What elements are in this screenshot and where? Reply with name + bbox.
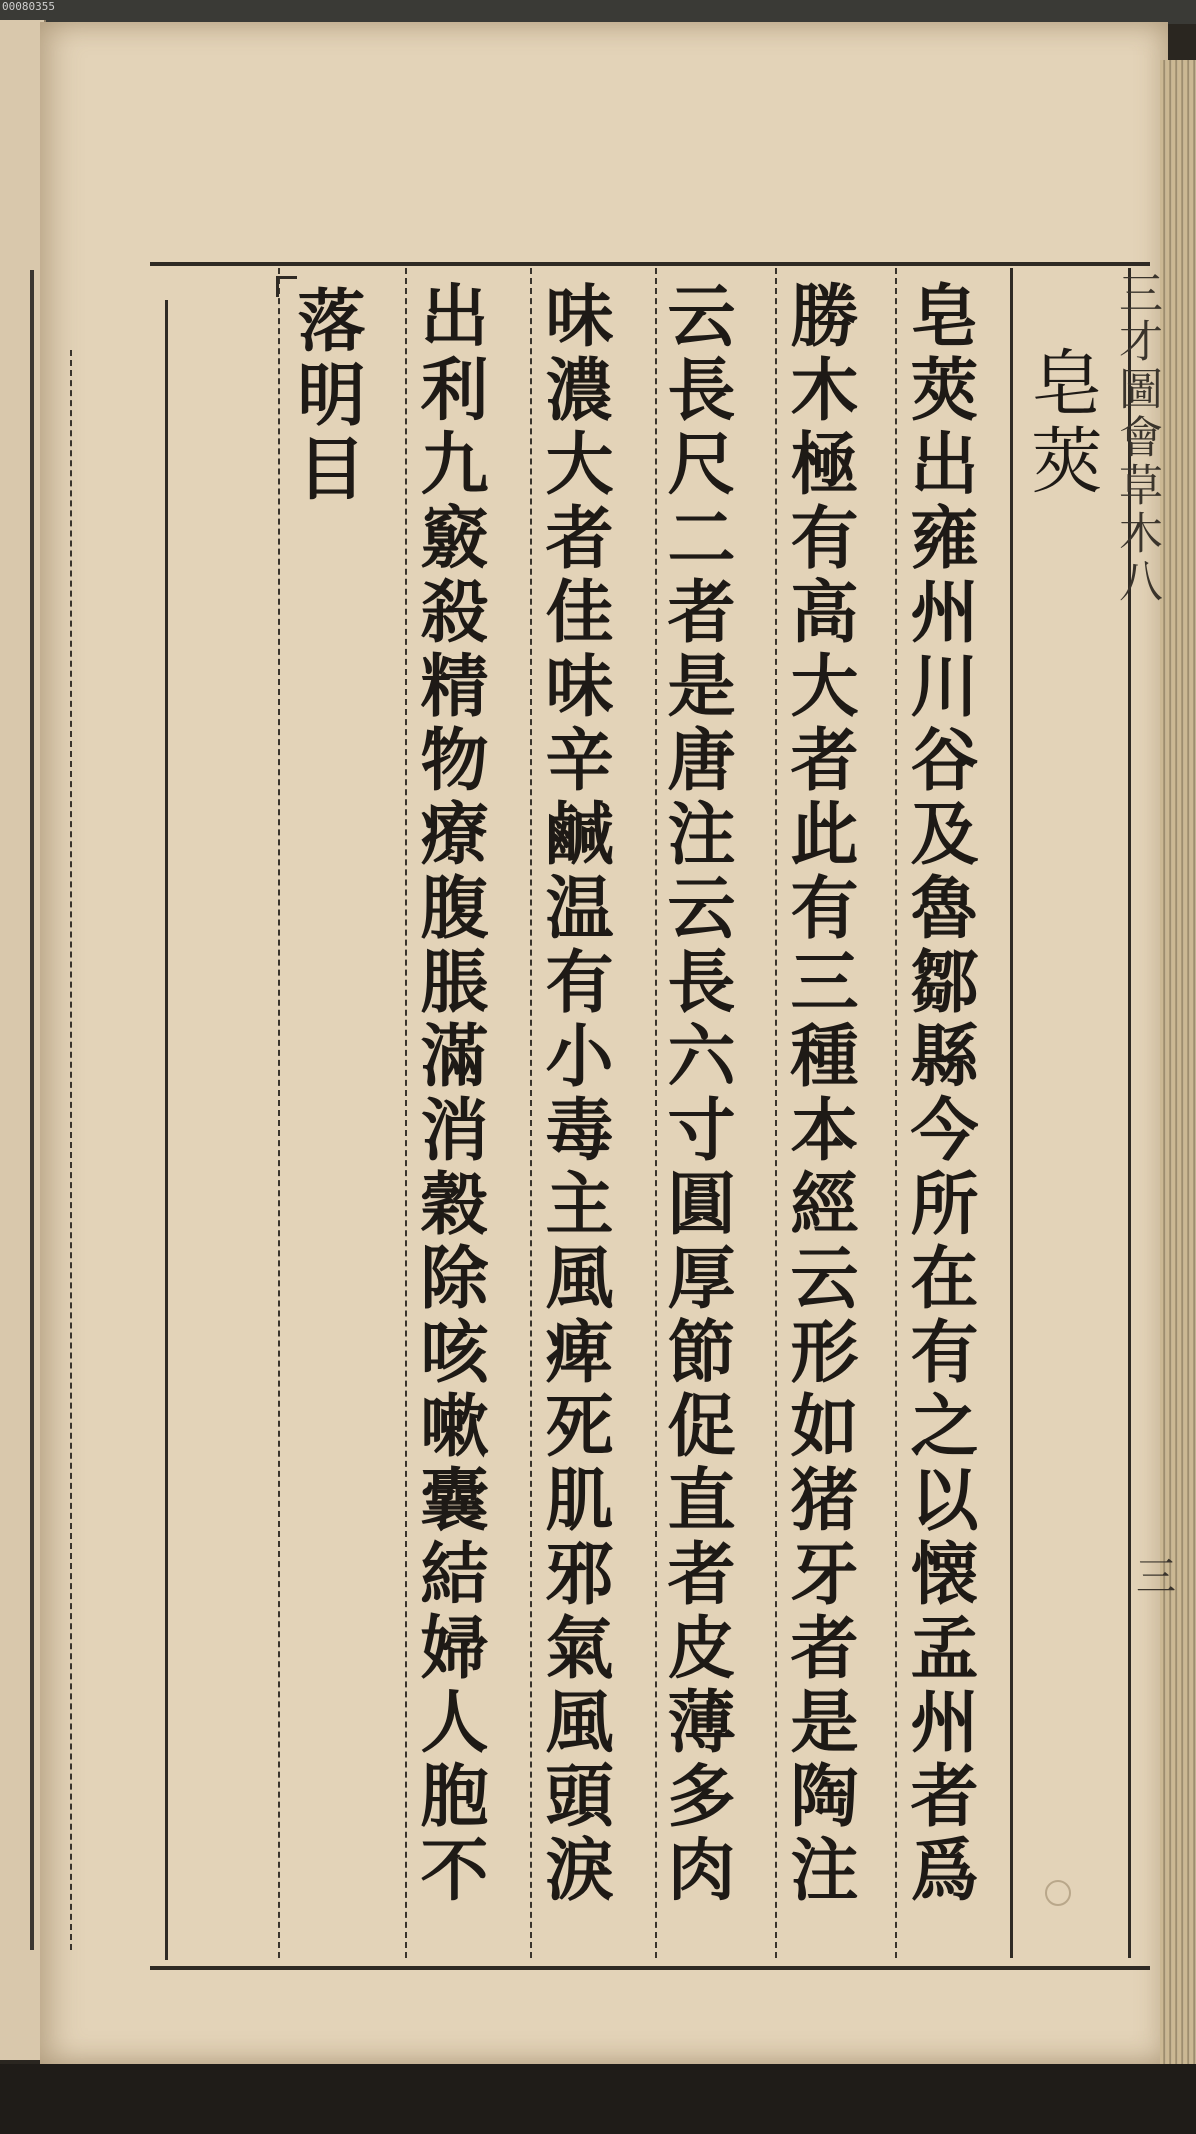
- column-rule: [405, 268, 407, 1958]
- paper-spot: [1045, 1880, 1071, 1906]
- banxin-page-number: 三: [1136, 1554, 1176, 1600]
- column-rule: [165, 300, 168, 1960]
- column-rule: [1010, 268, 1013, 1958]
- banxin-title: [1138, 270, 1168, 606]
- text-column-2: 勝木極有高大者此有三種本經云形如猪牙者是陶注: [779, 280, 859, 1908]
- column-rule: [530, 268, 532, 1958]
- text-column-4: 味濃大者佳味辛鹹温有小毒主風痺死肌邪氣風頭淚: [534, 280, 614, 1908]
- entry-heading: 皂莢: [1019, 345, 1103, 501]
- text-column-5: 出利九竅殺精物療腹脹滿消穀除咳嗽囊結婦人胞不: [409, 280, 489, 1908]
- facing-page-rule: [30, 270, 34, 1950]
- text-frame: [150, 262, 1150, 1970]
- column-rule: [70, 350, 72, 1950]
- column-rule: [278, 268, 280, 1958]
- text-column-3: 云長尺二者是唐注云長六寸圓厚節促直者皮薄多肉: [656, 280, 736, 1908]
- scan-background: [0, 2064, 1196, 2134]
- scan-id-label: 00080355: [2, 0, 55, 13]
- scan-top-strip: [0, 0, 1196, 24]
- column-rule: [775, 268, 777, 1958]
- text-column-1: 皂莢出雍州川谷及魯鄒縣今所在有之以懐孟州者爲: [899, 280, 979, 1908]
- text-column-6: 落明目: [286, 285, 366, 507]
- column-rule: [895, 268, 897, 1958]
